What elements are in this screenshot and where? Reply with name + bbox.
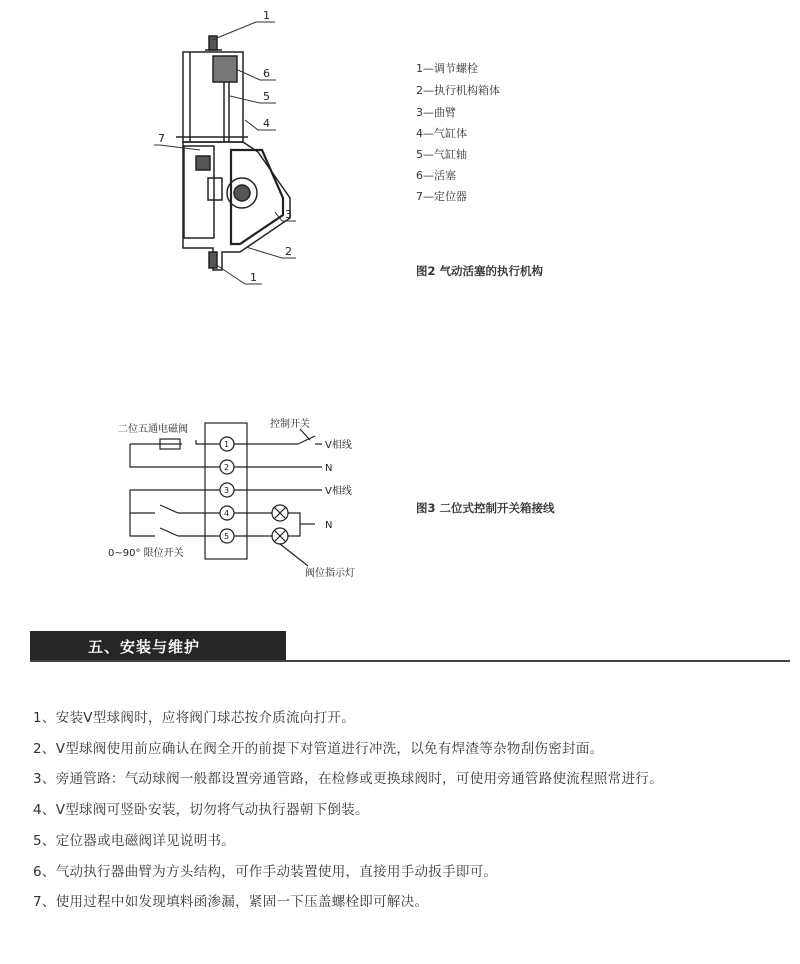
legend-item: 4—气缸体 xyxy=(416,127,467,140)
control-switch-label: 控制开关 xyxy=(270,419,310,430)
list-item: 2、V型球阀使用前应确认在阀全开的前提下对管道进行冲洗，以免有焊渣等杂物刮伤密封面。 xyxy=(33,741,604,757)
list-item: 1、安装V型球阀时，应将阀门球芯按介质流向打开。 xyxy=(33,710,356,726)
wiring-diagram xyxy=(100,410,400,580)
callout-5: 5 xyxy=(263,90,270,103)
list-item: 4、V型球阀可竖卧安装，切勿将气动执行器朝下倒装。 xyxy=(33,802,369,818)
list-item: 7、使用过程中如发现填料函渗漏，紧固一下压盖螺栓即可解决。 xyxy=(33,894,429,910)
terminal-4: 4 xyxy=(224,509,230,518)
callout-4: 4 xyxy=(263,117,270,130)
section-title: 五、安装与维护 xyxy=(88,638,201,656)
indicator-label: 阀位指示灯 xyxy=(305,568,355,579)
list-item: 6、气动执行器曲臂为方头结构，可作手动装置使用，直接用手动扳手即可。 xyxy=(33,864,498,880)
limit-switch-label: 0~90° 限位开关 xyxy=(108,548,184,559)
terminal-3: 3 xyxy=(224,486,230,495)
solenoid-label: 二位五通电磁阀 xyxy=(118,424,188,435)
figure2-caption: 图2 气动活塞的执行机构 xyxy=(416,264,544,278)
terminal-2: 2 xyxy=(224,463,230,472)
legend-item: 1—调节螺栓 xyxy=(416,62,478,75)
list-item: 3、旁通管路：气动球阀一般都设置旁通管路，在检修或更换球阀时，可使用旁通管路使流程照常进行。 xyxy=(33,771,663,787)
section-header xyxy=(30,631,286,661)
callout-2: 2 xyxy=(285,245,292,258)
legend-item: 3—曲臂 xyxy=(416,106,456,119)
legend-item: 2—执行机构箱体 xyxy=(416,84,500,97)
callout-7: 7 xyxy=(158,132,165,145)
terminal-1: 1 xyxy=(224,440,230,449)
figure3-caption: 图3 二位式控制开关箱接线 xyxy=(416,501,555,515)
wire-label-n-1: N xyxy=(325,463,333,474)
wire-label-n-2: N xyxy=(325,520,333,531)
wire-label-v-phase-2: V相线 xyxy=(325,486,352,497)
legend-item: 6—活塞 xyxy=(416,169,456,182)
callout-3: 3 xyxy=(285,208,292,221)
wire-label-v-phase-1: V相线 xyxy=(325,440,352,451)
callout-1-top: 1 xyxy=(263,10,270,22)
actuator-drawing xyxy=(150,10,310,300)
legend-item: 7—定位器 xyxy=(416,190,467,203)
legend-item: 5—气缸轴 xyxy=(416,148,467,161)
terminal-5: 5 xyxy=(224,532,230,541)
callout-6: 6 xyxy=(263,67,270,80)
list-item: 5、定位器或电磁阀详见说明书。 xyxy=(33,833,236,849)
section-divider xyxy=(30,660,790,662)
callout-1-bottom: 1 xyxy=(250,271,257,284)
